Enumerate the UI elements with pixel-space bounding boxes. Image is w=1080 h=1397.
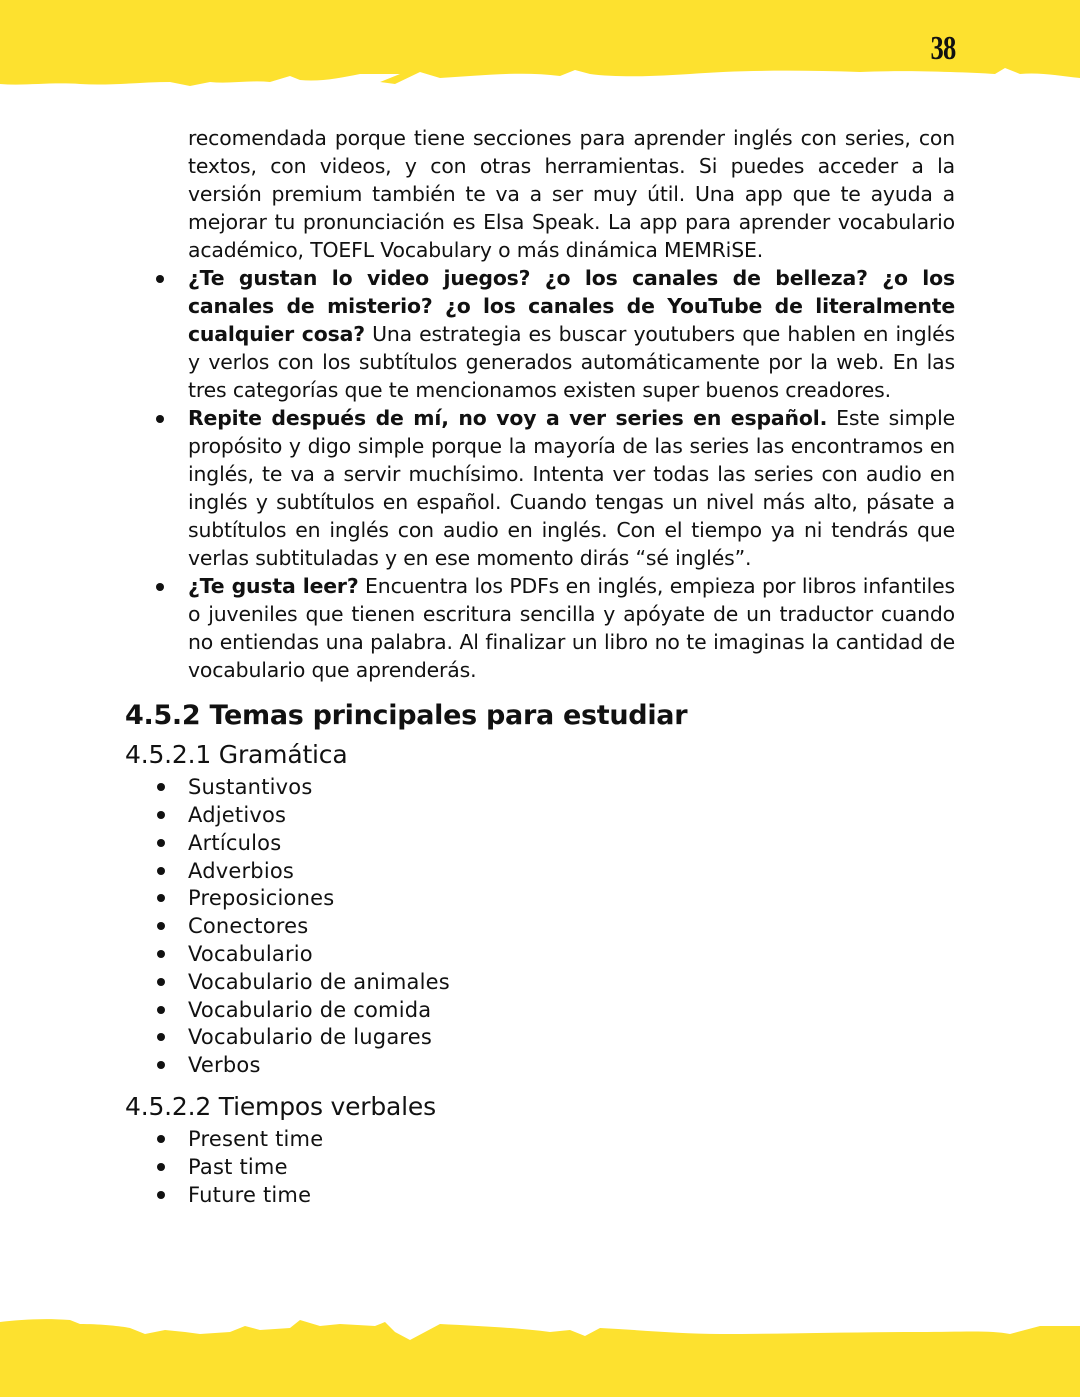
list-item bbox=[0, 996, 600, 1024]
page-number: 38 bbox=[930, 30, 956, 67]
bullet-icon bbox=[157, 922, 165, 930]
list-item-text: Artículos bbox=[188, 831, 282, 855]
list-item bbox=[0, 857, 600, 885]
list-item-text: Adverbios bbox=[188, 859, 295, 883]
list-item bbox=[0, 912, 600, 940]
list-item bbox=[0, 801, 600, 829]
list-item-text: Adjetivos bbox=[188, 803, 287, 827]
bullet-icon bbox=[157, 1135, 165, 1143]
list-item bbox=[0, 1153, 600, 1181]
bullet-icon bbox=[157, 1006, 165, 1014]
intro-paragraph: recomendada porque tiene secciones para aprender inglés con series, con textos, con videos, y con otras herramientas. Si puedes acceder a la versión premium también te va a ser muy útil. Una app que te ayuda a mejorar tu pronunciación es Elsa Speak. La app para aprender vocabulario académico, TOEFL Vocabulary o más dinámica MEMRiSE. bbox=[188, 126, 955, 262]
list-item-text: Vocabulario de comida bbox=[188, 998, 432, 1022]
list-item bbox=[0, 968, 600, 996]
tip-body: Encuentra los PDFs en inglés, empieza por libros infantiles o juveniles que tienen escritura sencilla y apóyate de un traductor cuando no entiendas una palabra. Al finalizar un libro no te imaginas la cantidad de vocabulario que aprenderás. bbox=[188, 574, 955, 682]
bullet-icon bbox=[157, 978, 165, 986]
list-item-text: Preposiciones bbox=[188, 886, 335, 910]
list-item-text: Conectores bbox=[188, 914, 309, 938]
tip-body: Una estrategia es buscar youtubers que hablen en inglés y verlos con los subtítulos generados automáticamente por la web. En las tres categorías que te mencionamos existen super buenos creadores. bbox=[188, 322, 955, 402]
torn-paper-footer-decoration bbox=[0, 1296, 1080, 1397]
bullet-icon bbox=[157, 1033, 165, 1041]
bullet-icon bbox=[156, 275, 164, 283]
list-item-text: Vocabulario bbox=[188, 942, 313, 966]
list-item bbox=[0, 940, 600, 968]
bullet-icon bbox=[157, 894, 165, 902]
bullet-icon bbox=[157, 1163, 165, 1171]
bullet-icon bbox=[157, 867, 165, 875]
tip-body: Este simple propósito y digo simple porque la mayoría de las series las encontramos en inglés, te va a servir muchísimo. Intenta ver todas las series con audio en inglés y subtítulos en español. Cuando tengas un nivel más alto, pásate a subtítulos en inglés con audio en inglés. Con el tiempo ya ni tendrás que verlas subtituladas y en ese momento dirás “sé inglés”. bbox=[188, 406, 955, 570]
list-item-text: Verbos bbox=[188, 1053, 261, 1077]
list-item bbox=[0, 773, 600, 801]
bullet-icon bbox=[157, 1061, 165, 1069]
bullet-icon bbox=[157, 811, 165, 819]
bullet-icon bbox=[157, 1191, 165, 1199]
list-item-text: Past time bbox=[188, 1155, 288, 1179]
list-item-text: Future time bbox=[188, 1183, 312, 1207]
tip-lead: ¿Te gusta leer? bbox=[188, 574, 359, 598]
tip-text bbox=[188, 404, 955, 572]
subsection-heading-tiempos-verbales: 4.5.2.2 Tiempos verbales bbox=[125, 1092, 436, 1121]
list-item bbox=[0, 884, 600, 912]
header-band bbox=[0, 0, 1080, 96]
bullet-icon bbox=[157, 950, 165, 958]
subsection-heading-gramatica: 4.5.2.1 Gramática bbox=[125, 740, 348, 769]
list-item-text: Vocabulario de animales bbox=[188, 970, 450, 994]
list-item-text: Present time bbox=[188, 1127, 324, 1151]
list-item-text: Sustantivos bbox=[188, 775, 313, 799]
tip-lead: ¿Te gustan lo video juegos? ¿o los canales de belleza? ¿o los canales de misterio? ¿o los canales de YouTube de literalmente cualquier cosa? bbox=[188, 266, 955, 346]
list-item bbox=[0, 829, 600, 857]
tip-lead: Repite después de mí, no voy a ver series en español. bbox=[188, 406, 828, 430]
list-item-text: Vocabulario de lugares bbox=[188, 1025, 433, 1049]
bullet-icon bbox=[157, 783, 165, 791]
list-item bbox=[0, 1181, 600, 1209]
list-item bbox=[0, 1023, 600, 1051]
section-heading: 4.5.2 Temas principales para estudiar bbox=[125, 700, 688, 731]
list-item bbox=[0, 1125, 600, 1153]
bullet-icon bbox=[156, 583, 164, 591]
bullet-icon bbox=[156, 415, 164, 423]
footer-band bbox=[0, 1296, 1080, 1397]
bullet-icon bbox=[157, 839, 165, 847]
tip-text bbox=[188, 572, 955, 684]
list-item bbox=[0, 1051, 600, 1079]
torn-paper-header-decoration bbox=[0, 0, 1080, 96]
tip-text bbox=[188, 264, 955, 404]
